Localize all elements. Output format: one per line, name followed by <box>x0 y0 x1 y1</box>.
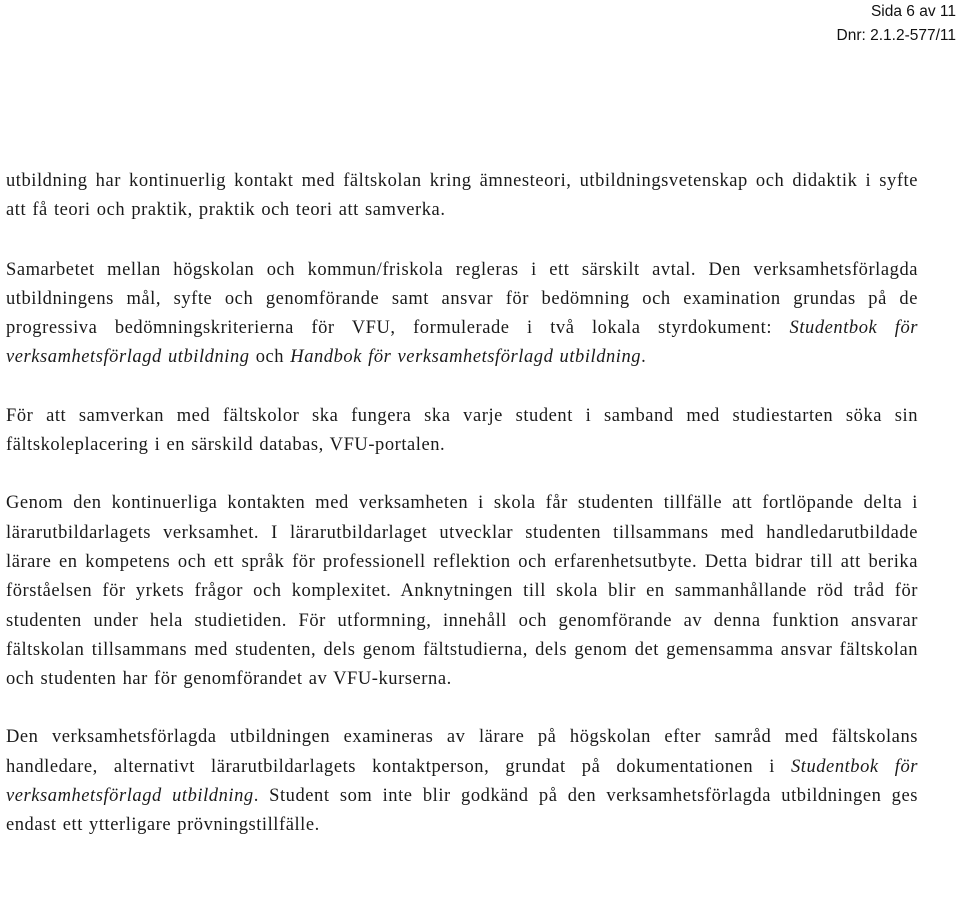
document-title-studentbok: Studentbok för verksamhetsförlagd utbildning <box>6 318 918 368</box>
paragraph-3: För att samverkan med fältskolor ska fungera ska varje student i samband med studiestarten söka sin fältskoleplacering i en särskild databas, VFU-portalen. <box>6 405 918 456</box>
paragraph-1: utbildning har kontinuerlig kontakt med fältskolan kring ämnesteori, utbildningsvetenskap och didaktik i syfte att få teori och praktik, praktik och teori att samverka. <box>6 171 918 221</box>
paragraph-5-text-b: . Student som inte blir godkänd på den verksamhetsförlagda utbildningen ges endast ett ytterligare prövningstillfälle. <box>6 786 918 836</box>
paragraph-5-text-a: Den verksamhetsförlagda utbildningen examineras av lärare på högskolan efter samråd med fältskolans handledare, alternativt lärarutbildarlagets kontaktperson, grundat på dokumentationen i <box>6 727 918 777</box>
paragraph-2-text-c: . <box>641 347 647 368</box>
paragraph-4: Genom den kontinuerliga kontakten med verksamheten i skola får studenten tillfälle att fortlöpande delta i lärarutbildarlagets verksamhet. I lärarutbildarlaget utvecklar studenten tillsammans med handledarutbildade lärare en kompetens och ett språk för professionell reflektion och erfarenhetsutbyte. Detta bidrar till att berika förståelsen för yrkets frågor och komplexitet. Anknytningen till skola blir en sammanhållande röd tråd för studenten under hela studietiden. För utformning, innehåll och genomförande av denna funktion ansvarar fältskolan tillsammans med studenten, dels genom fältstudierna, dels genom det gemensamma ansvar fältskolan och studenten har för genomförandet av VFU-kurserna. <box>6 493 918 690</box>
document-body <box>6 167 918 841</box>
page-number: Sida 6 av 11 <box>870 3 956 20</box>
document-title-studentbok-ref: Studentbok för verksamhetsförlagd utbildning <box>6 756 918 807</box>
document-number: Dnr: 2.1.2-577/11 <box>836 27 956 44</box>
document-title-handbok: Handbok för verksamhetsförlagd utbildning <box>290 347 642 368</box>
paragraph-2-text-b: och <box>249 347 291 368</box>
paragraph-2 <box>6 256 918 373</box>
paragraph-2-text-a: Samarbetet mellan högskolan och kommun/friskola regleras i ett särskilt avtal. Den verksamhetsförlagda utbildningens mål, syfte och genomförande samt ansvar för bedömning och examination grundas på de progressiva bedömningskriterierna för VFU, formulerade i två lokala styrdokument: <box>6 259 918 339</box>
page-header <box>837 0 956 48</box>
paragraph-5 <box>6 723 918 840</box>
